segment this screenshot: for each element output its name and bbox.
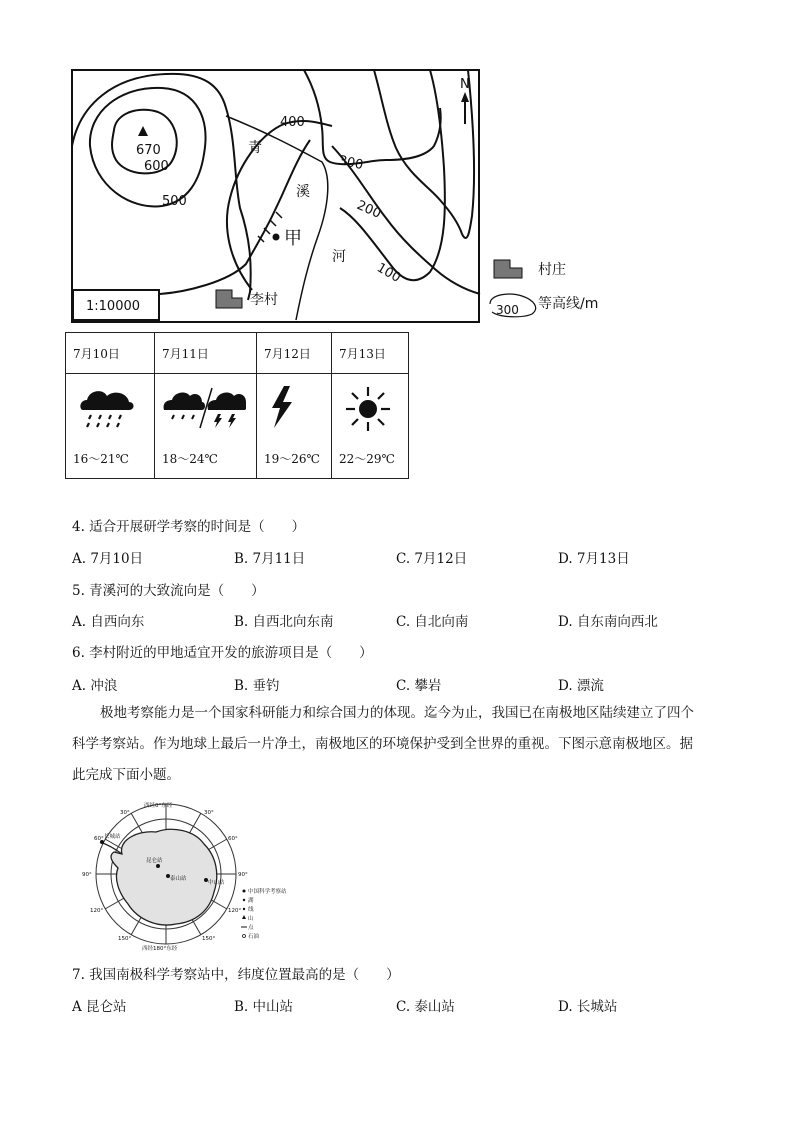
longitude-label: 120°	[90, 908, 104, 914]
legend-village-label: 村庄	[538, 262, 566, 278]
scale-label: 1:10000	[86, 299, 141, 314]
question-option: A. 自西向东	[72, 614, 145, 630]
weather-temp: 22～29℃	[339, 452, 395, 466]
longitude-label: 30°	[204, 810, 214, 816]
map-frame	[72, 70, 479, 322]
weather-cell	[332, 374, 409, 479]
legend-item: 山	[248, 916, 254, 922]
weather-date: 7月13日	[332, 333, 409, 374]
contour-label-100: 100	[374, 260, 404, 286]
longitude-label: 60°	[228, 836, 238, 842]
antarctic-map	[78, 800, 298, 952]
legend-item: 点	[248, 925, 254, 931]
legend-title: 中国科学考察站	[248, 889, 287, 895]
north-label: N	[460, 77, 470, 92]
legend-item: 石油	[248, 934, 260, 940]
bottom-longitude-label: 西经180°东经	[142, 946, 178, 952]
question-option: A. 7月10日	[72, 551, 144, 567]
antarctic-legend	[241, 887, 287, 940]
peninsula-coast	[100, 842, 122, 854]
lightning-icon	[268, 384, 298, 430]
longitude-label: 90°	[238, 872, 248, 878]
station-label-kunlun: 昆仑站	[146, 858, 163, 864]
station-label-changcheng: 长城站	[104, 834, 121, 840]
weather-table	[65, 332, 409, 479]
longitude-label: 120°	[228, 908, 242, 914]
question-option: B. 自西北向东南	[234, 614, 334, 630]
passage	[72, 698, 722, 791]
question-option: B. 中山站	[234, 999, 294, 1015]
peak-elevation-label: 670	[136, 143, 161, 158]
question-option: A 昆仑站	[72, 999, 127, 1015]
rain-thunder-icon	[162, 384, 246, 430]
question-stem: 5. 青溪河的大致流向是（ ）	[72, 583, 265, 599]
question-stem: 6. 李村附近的甲地适宜开发的旅游项目是（ ）	[72, 645, 373, 661]
antarctica-landmass	[111, 829, 217, 925]
longitude-label: 30°	[120, 810, 130, 816]
rain-icon	[77, 384, 137, 430]
question-option: B. 7月11日	[234, 551, 306, 567]
question-option: D. 长城站	[558, 999, 618, 1015]
question-option: C. 泰山站	[396, 999, 455, 1015]
passage-line: 科学考察站。作为地球上最后一片净土，南极地区的环境保护受到全世界的重视。下图示意南极地区。据	[72, 736, 693, 752]
question-option: D. 7月13日	[558, 551, 630, 567]
question-option: D. 漂流	[558, 678, 604, 694]
question-option: C. 7月12日	[396, 551, 468, 567]
question-stem: 7. 我国南极科学考察站中，纬度位置最高的是（ ）	[72, 967, 400, 983]
jia-point-icon	[273, 234, 280, 241]
weather-temp: 19～26℃	[264, 452, 320, 466]
weather-cell	[155, 374, 257, 479]
river-char-he: 河	[332, 249, 346, 265]
passage-line: 此完成下面小题。	[72, 767, 180, 783]
weather-temp: 16～21℃	[73, 452, 129, 466]
weather-date: 7月11日	[155, 333, 257, 374]
question-option: A. 冲浪	[72, 678, 118, 694]
legend-village-icon	[494, 260, 522, 278]
place-jia-label: 甲	[284, 228, 302, 249]
weather-cell	[257, 374, 332, 479]
question-option: D. 自东南向西北	[558, 614, 658, 630]
longitude-label: 90°	[82, 872, 92, 878]
top-longitude-label: 西经0°东经	[144, 803, 173, 809]
river-char-xi: 溪	[296, 184, 310, 200]
passage-line: 极地考察能力是一个国家科研能力和综合国力的体现。迄今为止，我国已在南极地区陆续建立了四个	[100, 705, 694, 721]
station-label-zhongshan: 中山站	[208, 880, 225, 886]
longitude-label: 60°	[94, 836, 104, 842]
contour-label-400: 400	[280, 115, 305, 130]
topographic-map	[70, 68, 610, 324]
question-option: C. 自北向南	[396, 614, 469, 630]
legend-contour-sample: 300	[496, 303, 519, 317]
weather-date: 7月12日	[257, 333, 332, 374]
river-char-qing: 青	[248, 140, 262, 156]
contour-label-600: 600	[144, 159, 169, 174]
longitude-label: 150°	[118, 936, 132, 942]
question-option: C. 攀岩	[396, 678, 442, 694]
station-label-taishan: 泰山站	[170, 876, 187, 882]
weather-temp: 18～24℃	[162, 452, 218, 466]
weather-cell	[66, 374, 155, 479]
contour-label-300: 300	[337, 153, 365, 174]
contour-label-200: 200	[354, 197, 384, 222]
legend-item: 湖	[248, 898, 254, 904]
contour-label-500: 500	[162, 194, 187, 209]
question-stem: 4. 适合开展研学考察的时间是（ ）	[72, 519, 306, 535]
question-option: B. 垂钓	[234, 678, 280, 694]
legend-item: 线	[248, 907, 254, 913]
weather-date: 7月10日	[66, 333, 155, 374]
longitude-label: 150°	[202, 936, 216, 942]
village-name-label: 李村	[250, 292, 278, 308]
sun-icon	[343, 384, 393, 434]
legend-contour-label: 等高线/m	[538, 296, 599, 312]
